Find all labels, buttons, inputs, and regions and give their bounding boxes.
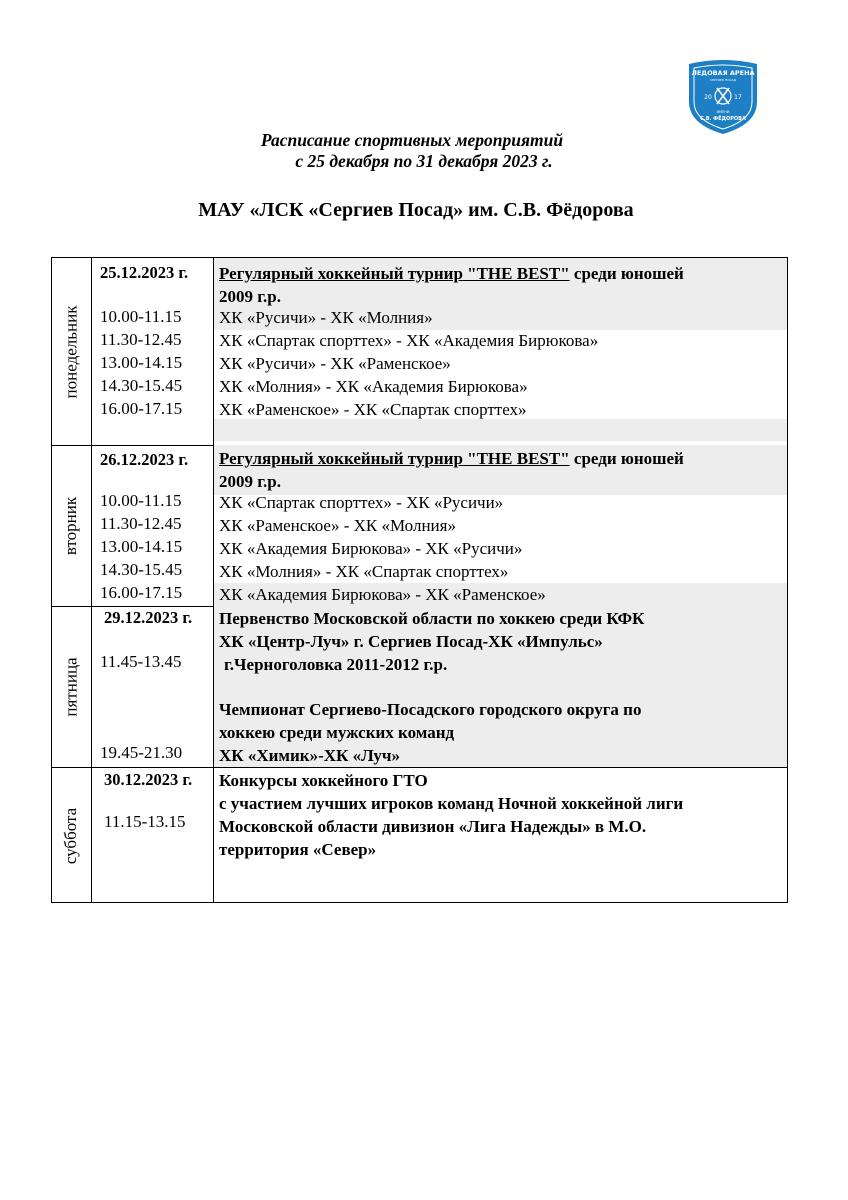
arena-logo [686,58,760,136]
svg-text:СЕРГИЕВ ПОСАД: СЕРГИЕВ ПОСАД [710,78,736,82]
event-line: Первенство Московской области по хоккею среди КФК [219,609,645,628]
event-line: ХК «Химик»-ХК «Луч» [219,746,400,765]
day-label: пятница [61,656,81,717]
time-slot: 14.30-15.45 [100,376,183,395]
game-entry: ХК «Русичи» - ХК «Раменское» [219,354,451,373]
game-entry: ХК «Молния» - ХК «Академия Бирюкова» [219,377,528,396]
time-slot: 10.00-11.15 [100,307,182,326]
game-entry: ХК «Академия Бирюкова» - ХК «Раменское» [219,585,546,604]
event-date: 30.12.2023 г. [104,770,193,789]
event-line: хоккею среди мужских команд [219,723,455,742]
time-slot: 14.30-15.45 [100,560,183,579]
day-label: понедельник [61,305,81,398]
event-line: Конкурсы хоккейного ГТО [219,771,428,790]
schedule-table [51,257,788,903]
row-divider [52,767,787,768]
event-date: 29.12.2023 г. [104,608,193,627]
event-title: Регулярный хоккейный турнир "THE BEST" среди юношей [219,264,684,283]
event-line: с участием лучших игроков команд Ночной хоккейной лиги [219,794,684,813]
time-slot: 11.30-12.45 [100,514,182,533]
svg-text:17: 17 [734,94,742,101]
svg-text:ЛЕДОВАЯ АРЕНА: ЛЕДОВАЯ АРЕНА [691,69,755,77]
game-entry: ХК «Академия Бирюкова» - ХК «Русичи» [219,539,523,558]
event-line: г.Черноголовка 2011-2012 г.р. [224,655,448,674]
time-slot: 10.00-11.15 [100,491,182,510]
event-line: Московской области дивизион «Лига Надежды» в М.О. [219,817,647,836]
time-slot: 19.45-21.30 [100,743,183,762]
time-slot: 11.30-12.45 [100,330,182,349]
column-divider [91,258,92,902]
time-slot: 11.45-13.45 [100,652,182,671]
time-slot: 16.00-17.15 [100,399,183,418]
event-title: Регулярный хоккейный турнир "THE BEST" среди юношей [219,449,684,468]
game-entry: ХК «Молния» - ХК «Спартак спорттех» [219,562,509,581]
time-slot: 11.15-13.15 [104,812,186,831]
column-divider [213,258,214,902]
event-title-line2: 2009 г.р. [219,472,282,491]
svg-text:С.В. ФЁДОРОВА: С.В. ФЁДОРОВА [700,116,746,122]
event-date: 25.12.2023 г. [100,263,189,282]
schedule-subtitle-line2: с 25 декабря по 31 декабря 2023 г. [295,151,553,171]
day-label: вторник [61,496,81,555]
event-line: территория «Север» [219,840,377,859]
game-entry: ХК «Раменское» - ХК «Спартак спорттех» [219,400,527,419]
event-date: 26.12.2023 г. [100,450,189,469]
time-slot: 16.00-17.15 [100,583,183,602]
game-entry: ХК «Раменское» - ХК «Молния» [219,516,456,535]
event-line: ХК «Центр-Луч» г. Сергиев Посад-ХК «Импульс» [219,632,603,651]
event-title-line2: 2009 г.р. [219,287,282,306]
svg-text:20: 20 [704,94,712,101]
event-line: Чемпионат Сергиево-Посадского городского округа по [219,700,642,719]
day-label: суббота [61,807,81,864]
game-entry: ХК «Спартак спорттех» - ХК «Русичи» [219,493,504,512]
row-shade [214,419,787,441]
svg-text:ИМЕНИ: ИМЕНИ [716,110,730,114]
game-entry: ХК «Спартак спорттех» - ХК «Академия Бирюкова» [219,331,599,350]
time-slot: 13.00-14.15 [100,537,183,556]
schedule-subtitle-line1: Расписание спортивных мероприятий [260,130,564,150]
time-slot: 13.00-14.15 [100,353,183,372]
game-entry: ХК «Русичи» - ХК «Молния» [219,308,433,327]
page-title: МАУ «ЛСК «Сергиев Посад» им. С.В. Фёдорова [198,199,634,221]
